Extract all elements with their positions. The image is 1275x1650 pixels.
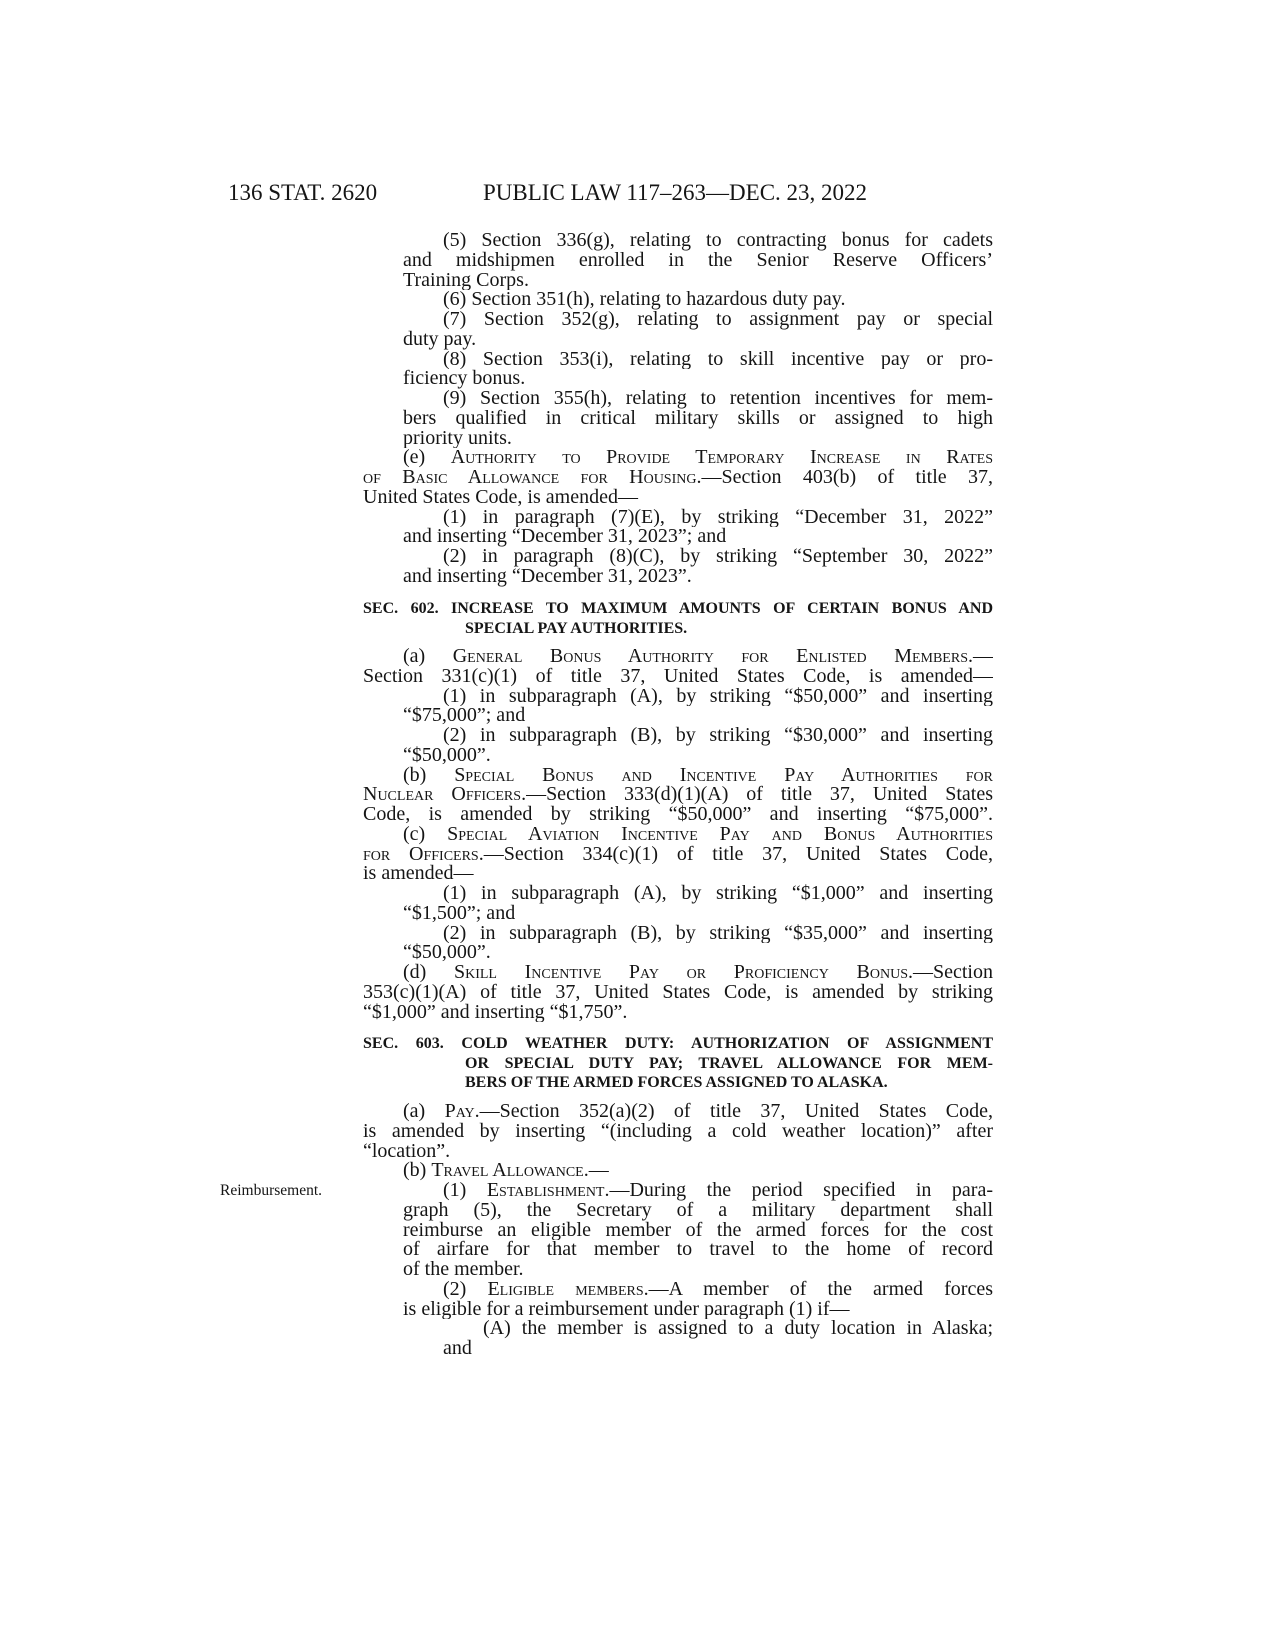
subsection-heading: Authority to Provide Temporary Increase in Rates <box>450 448 993 468</box>
line-text: .—Section <box>908 963 993 983</box>
text-line <box>363 785 993 805</box>
subsection-designation: (e) <box>403 448 451 468</box>
text-line: 353(c)(1)(A) of title 37, United States Code, is amended by striking <box>363 982 993 1003</box>
section-603-body <box>363 1102 993 1359</box>
subsection-heading: Special Aviation Incentive Pay and Bonus Authorities <box>447 824 993 845</box>
text-line: Section 331(c)(1) of title 37, United States Code, is amended— <box>363 666 993 687</box>
text-line: reimburse an eligible member of the armed forces for the cost <box>403 1220 993 1241</box>
text-line: (7) Section 352(g), relating to assignment pay or special <box>443 310 993 330</box>
line-text: .—During the period specified in para- <box>604 1181 993 1201</box>
paragraph-designation: (1) <box>443 1181 487 1201</box>
text-line <box>403 825 993 845</box>
text-line: ficiency bonus. <box>403 369 526 389</box>
text-line <box>403 647 993 667</box>
section-602-heading <box>363 599 993 638</box>
text-line: (5) Section 336(g), relating to contracting bonus for cadets <box>443 231 993 251</box>
text-line <box>403 1161 993 1181</box>
text-line: of the member. <box>403 1260 524 1280</box>
text-line: and midshipmen enrolled in the Senior Reserve Officers’ <box>403 250 993 271</box>
text-line: (6) Section 351(h), relating to hazardous duty pay. <box>443 290 846 310</box>
section-601-continued <box>363 231 993 587</box>
text-line: (1) in paragraph (7)(E), by striking “December 31, 2022” <box>443 507 993 528</box>
text-line: Training Corps. <box>403 270 529 291</box>
subsection-designation: (c) <box>403 824 448 845</box>
stat-page-number: 136 STAT. 2620 <box>228 180 378 205</box>
heading-line: BERS OF THE ARMED FORCES ASSIGNED TO ALASKA. <box>465 1074 888 1091</box>
text-line <box>403 1102 993 1122</box>
paragraph-heading: Establishment <box>486 1181 605 1201</box>
subsection-heading: of Basic Allowance for Housing <box>363 468 697 488</box>
subsection-heading: Special Bonus and Incentive Pay Authorities for <box>454 765 993 786</box>
text-line <box>443 1181 993 1201</box>
text-line: “$75,000”; and <box>403 706 526 726</box>
line-text: .— <box>968 647 993 667</box>
text-line: “$50,000”. <box>403 943 491 963</box>
text-line: is amended— <box>363 864 474 884</box>
text-line: of airfare for that member to travel to the home of record <box>403 1240 993 1260</box>
heading-line: OR SPECIAL DUTY PAY; TRAVEL ALLOWANCE FOR MEM- <box>465 1054 993 1072</box>
subsection-designation: (a) <box>403 1102 445 1122</box>
text-line: (2) in paragraph (8)(C), by striking “September 30, 2022” <box>443 547 993 567</box>
text-line <box>403 766 993 786</box>
paragraph-designation: (2) <box>443 1279 488 1300</box>
text-line <box>403 448 993 468</box>
subsection-heading: Pay <box>444 1102 475 1122</box>
text-line: (9) Section 355(h), relating to retention incentives for mem- <box>443 389 993 409</box>
text-line: (1) in subparagraph (A), by striking “$50,000” and inserting <box>443 686 993 707</box>
text-line <box>363 845 993 865</box>
subsection-heading: Travel Allowance <box>431 1161 584 1181</box>
subsection-designation: (a) <box>403 647 453 667</box>
text-line: and inserting “December 31, 2023”; and <box>403 527 727 547</box>
text-line <box>403 963 993 983</box>
text-line: (2) in subparagraph (B), by striking “$30,000” and inserting <box>443 726 993 746</box>
text-line: Code, is amended by striking “$50,000” and inserting “$75,000”. <box>363 805 993 825</box>
text-line: bers qualified in critical military skills or assigned to high <box>403 408 993 429</box>
subsection-heading: General Bonus Authority for Enlisted Members <box>452 647 968 667</box>
line-text: .—Section 403(b) of title 37, <box>696 468 993 488</box>
text-line: (2) in subparagraph (B), by striking “$35,000” and inserting <box>443 923 993 944</box>
heading-line: SPECIAL PAY AUTHORITIES. <box>465 619 688 637</box>
line-text: .— <box>583 1161 609 1181</box>
line-text: .—Section 333(d)(1)(A) of title 37, United States <box>521 785 993 805</box>
text-line: “$1,000” and inserting “$1,750”. <box>363 1002 628 1023</box>
heading-line: SEC. 603. COLD WEATHER DUTY: AUTHORIZATION OF ASSIGNMENT <box>363 1035 993 1052</box>
text-line: (8) Section 353(i), relating to skill incentive pay or pro- <box>443 349 993 370</box>
text-line: and <box>443 1339 472 1359</box>
subsection-heading: Skill Incentive Pay or Proficiency Bonus <box>453 963 908 983</box>
subsection-heading: Nuclear Officers <box>363 785 522 805</box>
heading-line: SEC. 602. INCREASE TO MAXIMUM AMOUNTS OF CERTAIN BONUS AND <box>363 600 993 617</box>
line-text: .—Section 334(c)(1) of title 37, United States Code, <box>478 844 993 865</box>
text-line: is amended by inserting “(including a cold weather location)” after <box>363 1121 993 1142</box>
subsection-designation: (b) <box>403 1161 432 1181</box>
text-line: and inserting “December 31, 2023”. <box>403 566 692 587</box>
text-line: “$1,500”; and <box>403 903 516 924</box>
line-text: .—A member of the armed forces <box>643 1279 993 1300</box>
subsection-designation: (b) <box>403 765 455 786</box>
subsection-designation: (d) <box>403 963 454 983</box>
text-line <box>443 1280 993 1300</box>
text-line: priority units. <box>403 428 512 449</box>
line-text: .—Section 352(a)(2) of title 37, United States Code, <box>474 1102 993 1122</box>
text-line: “$50,000”. <box>403 745 491 766</box>
paragraph-heading: Eligible members <box>487 1279 644 1300</box>
section-602-body <box>363 647 993 1022</box>
running-head: PUBLIC LAW 117–263—DEC. 23, 2022 <box>483 180 868 205</box>
text-line: is eligible for a reimbursement under paragraph (1) if— <box>403 1299 850 1320</box>
section-603-heading <box>363 1034 993 1093</box>
text-line: (1) in subparagraph (A), by striking “$1,000” and inserting <box>443 884 993 904</box>
text-line: graph (5), the Secretary of a military department shall <box>403 1200 993 1221</box>
margin-note-reimbursement: Reimbursement. <box>220 1182 323 1199</box>
text-line: duty pay. <box>403 329 477 350</box>
text-line: “location”. <box>363 1141 451 1162</box>
subsection-heading: for Officers <box>363 844 479 865</box>
text-line: (A) the member is assigned to a duty location in Alaska; <box>483 1319 993 1339</box>
text-line <box>363 468 993 488</box>
text-line: United States Code, is amended— <box>363 487 638 508</box>
